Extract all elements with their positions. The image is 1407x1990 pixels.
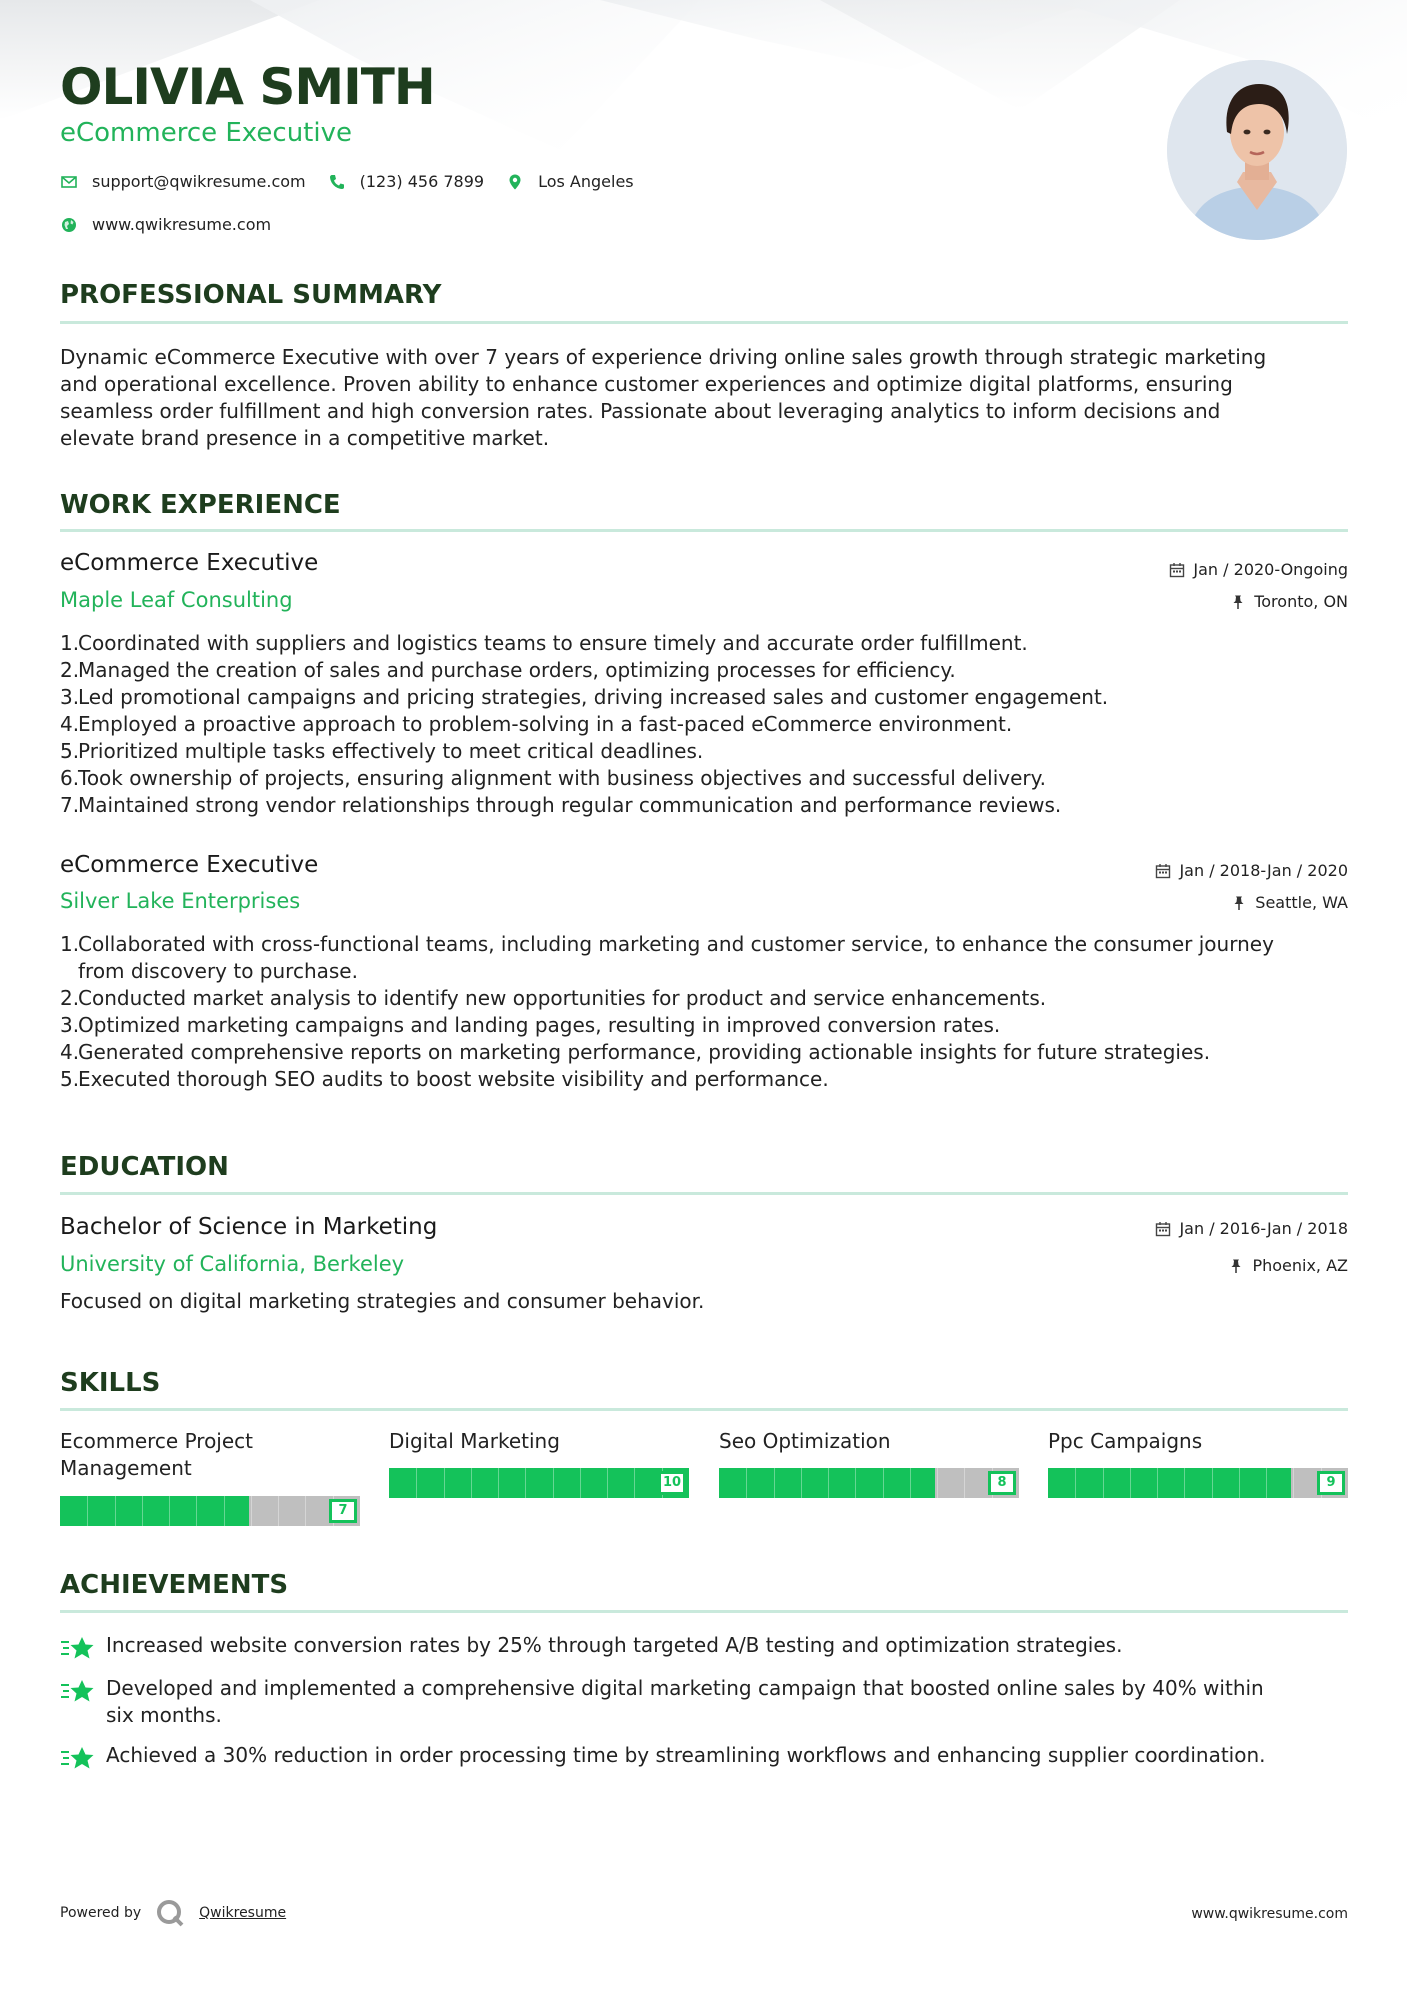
skill-bar-segment xyxy=(607,1468,608,1498)
list-item xyxy=(60,1039,1348,1066)
skill-name-line: Seo Optimization xyxy=(719,1429,891,1453)
list-item-text: Optimized marketing campaigns and landing pages, resulting in improved conversion rates. xyxy=(78,1013,1001,1037)
skill-bar-fill xyxy=(60,1496,249,1526)
list-item-text: Led promotional campaigns and pricing strategies, driving increased sales and customer engagement. xyxy=(78,685,1109,709)
contact-row-secondary xyxy=(60,215,293,234)
skill-bar-segment xyxy=(937,1468,938,1498)
contact-location: Los Angeles xyxy=(538,172,634,191)
achievement-line: Developed and implemented a comprehensive digital marketing campaign that boosted online sales by 40% within xyxy=(106,1676,1264,1700)
pushpin-icon xyxy=(1228,1258,1244,1274)
list-item-number: 1. xyxy=(60,932,80,956)
achievement-line: Increased website conversion rates by 25% through targeted A/B testing and optimization strategies. xyxy=(106,1633,1123,1657)
skill-bar-segment xyxy=(964,1468,965,1498)
skill-name-line: Ecommerce Project xyxy=(60,1429,254,1453)
achievement-item xyxy=(60,1742,1348,1770)
skill-bar-segment xyxy=(169,1496,170,1526)
skill-bar-segment xyxy=(142,1496,143,1526)
achievement-line: Achieved a 30% reduction in order processing time by streamlining workflows and enhancing supplier coordination. xyxy=(106,1743,1266,1767)
job-location xyxy=(1231,893,1348,912)
list-item-text: Coordinated with suppliers and logistics teams to ensure timely and accurate order fulfillment. xyxy=(78,631,1028,655)
list-item-number: 5. xyxy=(60,1067,80,1091)
candidate-name: OLIVIA SMITH xyxy=(60,58,435,116)
education-description: Focused on digital marketing strategies and consumer behavior. xyxy=(60,1289,705,1313)
skills-heading: SKILLS xyxy=(60,1368,161,1398)
summary-line: and operational excellence. Proven ability to enhance customer experiences and optimize digital platforms, ensuring xyxy=(60,372,1233,396)
star-icon xyxy=(60,1636,96,1660)
achievements-heading: ACHIEVEMENTS xyxy=(60,1570,289,1600)
envelope-icon xyxy=(60,173,78,191)
contact-website[interactable]: www.qwikresume.com xyxy=(92,215,272,234)
skill-bar-segment xyxy=(224,1496,225,1526)
powered-by-label: Powered by xyxy=(60,1905,142,1921)
list-item-text: Prioritized multiple tasks effectively to meet critical deadlines. xyxy=(78,739,704,763)
job-dates-text: Jan / 2020-Ongoing xyxy=(1193,560,1348,579)
skill-bar-segment xyxy=(305,1496,306,1526)
skill-name xyxy=(60,1428,360,1482)
job-company: Maple Leaf Consulting xyxy=(60,588,293,612)
job-bullets xyxy=(60,931,1348,1093)
skill-bar-segment xyxy=(1075,1468,1076,1498)
skill-item xyxy=(60,1428,360,1518)
skill-bar-segment xyxy=(498,1468,499,1498)
list-item-number: 4. xyxy=(60,712,80,736)
education-dates-text: Jan / 2016-Jan / 2018 xyxy=(1179,1219,1348,1238)
job-location-text: Seattle, WA xyxy=(1255,893,1348,912)
list-item-text: Maintained strong vendor relationships through regular communication and performance reviews. xyxy=(78,793,1062,817)
skill-name xyxy=(389,1428,689,1455)
list-item xyxy=(60,630,1348,657)
footer-branding xyxy=(60,1898,286,1928)
achievement-line: six months. xyxy=(106,1703,222,1727)
skill-bar-segment xyxy=(634,1468,635,1498)
skill-bar-segment xyxy=(444,1468,445,1498)
skill-name xyxy=(719,1428,1019,1455)
list-item xyxy=(60,711,1348,738)
job-location xyxy=(1230,592,1348,611)
resume-page xyxy=(60,0,1348,1990)
experience-heading: WORK EXPERIENCE xyxy=(60,490,341,520)
list-item xyxy=(60,765,1348,792)
skill-bar-segment xyxy=(1212,1468,1213,1498)
skill-bar-segment xyxy=(828,1468,829,1498)
calendar-icon xyxy=(1169,562,1185,578)
list-item xyxy=(60,792,1348,819)
job-title: eCommerce Executive xyxy=(60,852,319,878)
skill-score: 10 xyxy=(658,1471,686,1495)
achievement-text xyxy=(106,1742,1266,1770)
list-item-number: 3. xyxy=(60,685,80,709)
contact-row-primary xyxy=(60,172,656,191)
skill-item xyxy=(389,1428,689,1490)
list-item-number: 2. xyxy=(60,658,80,682)
contact-phone[interactable]: (123) 456 7899 xyxy=(359,172,485,191)
job-title: eCommerce Executive xyxy=(60,550,319,576)
skill-score: 8 xyxy=(988,1471,1016,1495)
list-item-number: 5. xyxy=(60,739,80,763)
skill-bar-fill xyxy=(389,1468,689,1498)
summary-divider xyxy=(60,321,1348,324)
summary-line: elevate brand presence in a competitive market. xyxy=(60,426,550,450)
list-item-number: 6. xyxy=(60,766,80,790)
list-item-text: Employed a proactive approach to problem-solving in a fast-paced eCommerce environment. xyxy=(78,712,1013,736)
skill-bar-segment xyxy=(87,1496,88,1526)
job-dates xyxy=(1169,560,1348,579)
skill-bar-fill xyxy=(1048,1468,1291,1498)
skill-level-bar xyxy=(719,1468,1019,1498)
skill-bar-segment xyxy=(883,1468,884,1498)
skill-level-bar xyxy=(389,1468,689,1498)
skills-divider xyxy=(60,1408,1348,1411)
skill-bar-segment xyxy=(801,1468,802,1498)
profile-photo xyxy=(1167,60,1347,240)
list-item-number: 3. xyxy=(60,1013,80,1037)
list-item-number: 2. xyxy=(60,986,80,1010)
list-item-text: Took ownership of projects, ensuring alignment with business objectives and successful delivery. xyxy=(78,766,1046,790)
list-item xyxy=(60,931,1348,985)
skill-bar-segment xyxy=(416,1468,417,1498)
profile-photo-illustration xyxy=(1167,60,1347,240)
star-icon xyxy=(60,1679,96,1703)
summary-text xyxy=(60,344,1348,452)
summary-line: seamless order fulfillment and high conversion rates. Passionate about leveraging analytics to inform decisions and xyxy=(60,399,1221,423)
job-dates-text: Jan / 2018-Jan / 2020 xyxy=(1179,861,1348,880)
list-item xyxy=(60,657,1348,684)
experience-divider xyxy=(60,529,1348,532)
skill-bar-segment xyxy=(774,1468,775,1498)
list-item xyxy=(60,684,1348,711)
contact-email[interactable]: support@qwikresume.com xyxy=(92,172,306,191)
qwikresume-logo-icon xyxy=(155,1898,185,1928)
list-item xyxy=(60,985,1348,1012)
list-item-text xyxy=(78,931,1274,985)
list-item-text: Managed the creation of sales and purchase orders, optimizing processes for efficiency. xyxy=(78,658,956,682)
skill-bar-segment xyxy=(115,1496,116,1526)
map-pin-icon xyxy=(506,173,524,191)
achievements-divider xyxy=(60,1610,1348,1613)
skill-bar-segment xyxy=(553,1468,554,1498)
list-item-line: Collaborated with cross-functional teams, including marketing and customer service, to enhance the consumer journey xyxy=(78,932,1274,956)
skill-bar-segment xyxy=(910,1468,911,1498)
achievement-text xyxy=(106,1632,1122,1660)
list-item xyxy=(60,1066,1348,1093)
skill-bar-segment xyxy=(471,1468,472,1498)
skill-bar-segment xyxy=(1103,1468,1104,1498)
job-dates xyxy=(1155,861,1348,880)
skill-bar-segment xyxy=(1266,1468,1267,1498)
skill-bar-segment xyxy=(1157,1468,1158,1498)
education-location xyxy=(1228,1256,1348,1275)
calendar-icon xyxy=(1155,863,1171,879)
skill-bar-segment xyxy=(278,1496,279,1526)
pushpin-icon xyxy=(1230,594,1246,610)
achievement-item xyxy=(60,1632,1348,1660)
footer-url[interactable]: www.qwikresume.com xyxy=(1191,1906,1348,1922)
list-item-text: Executed thorough SEO audits to boost website visibility and performance. xyxy=(78,1067,829,1091)
skill-name-line: Ppc Campaigns xyxy=(1048,1429,1203,1453)
list-item-line: from discovery to purchase. xyxy=(78,959,358,983)
skill-bar-segment xyxy=(525,1468,526,1498)
globe-icon xyxy=(60,216,78,234)
calendar-icon xyxy=(1155,1221,1171,1237)
achievement-text xyxy=(106,1675,1264,1729)
skill-bar-segment xyxy=(855,1468,856,1498)
skill-score: 7 xyxy=(329,1499,357,1523)
skill-level-bar xyxy=(1048,1468,1348,1498)
education-degree: Bachelor of Science in Marketing xyxy=(60,1214,438,1240)
list-item xyxy=(60,1012,1348,1039)
skill-bar-segment xyxy=(580,1468,581,1498)
job-company: Silver Lake Enterprises xyxy=(60,889,301,913)
education-divider xyxy=(60,1192,1348,1195)
skill-item xyxy=(1048,1428,1348,1490)
list-item-number: 7. xyxy=(60,793,80,817)
skill-bar-segment xyxy=(196,1496,197,1526)
achievement-item xyxy=(60,1675,1348,1729)
education-school: University of California, Berkeley xyxy=(60,1252,405,1276)
skill-bar-segment xyxy=(1184,1468,1185,1498)
education-heading: EDUCATION xyxy=(60,1152,229,1182)
skill-bar-fill xyxy=(719,1468,935,1498)
summary-line: Dynamic eCommerce Executive with over 7 years of experience driving online sales growth through strategic marketing xyxy=(60,345,1267,369)
skill-bar-segment xyxy=(1239,1468,1240,1498)
skill-name xyxy=(1048,1428,1348,1455)
job-bullets xyxy=(60,630,1348,819)
skill-name-line: Digital Marketing xyxy=(389,1429,560,1453)
skill-bar-segment xyxy=(1130,1468,1131,1498)
skill-score: 9 xyxy=(1317,1471,1345,1495)
list-item-text: Generated comprehensive reports on marketing performance, providing actionable insights for future strategies. xyxy=(78,1040,1211,1064)
education-location-text: Phoenix, AZ xyxy=(1252,1256,1348,1275)
candidate-title: eCommerce Executive xyxy=(60,118,352,148)
qwikresume-link[interactable]: Qwikresume xyxy=(199,1905,287,1921)
list-item-number: 4. xyxy=(60,1040,80,1064)
skill-item xyxy=(719,1428,1019,1490)
list-item-text: Conducted market analysis to identify new opportunities for product and service enhancements. xyxy=(78,986,1047,1010)
list-item xyxy=(60,738,1348,765)
skill-level-bar xyxy=(60,1496,360,1526)
star-icon xyxy=(60,1746,96,1770)
skill-bar-segment xyxy=(251,1496,252,1526)
education-dates xyxy=(1155,1219,1348,1238)
list-item-number: 1. xyxy=(60,631,80,655)
summary-heading: PROFESSIONAL SUMMARY xyxy=(60,280,442,310)
pushpin-icon xyxy=(1231,895,1247,911)
skill-name-line: Management xyxy=(60,1456,192,1480)
phone-icon xyxy=(328,173,346,191)
job-location-text: Toronto, ON xyxy=(1254,592,1348,611)
skill-bar-segment xyxy=(1293,1468,1294,1498)
skill-bar-segment xyxy=(746,1468,747,1498)
